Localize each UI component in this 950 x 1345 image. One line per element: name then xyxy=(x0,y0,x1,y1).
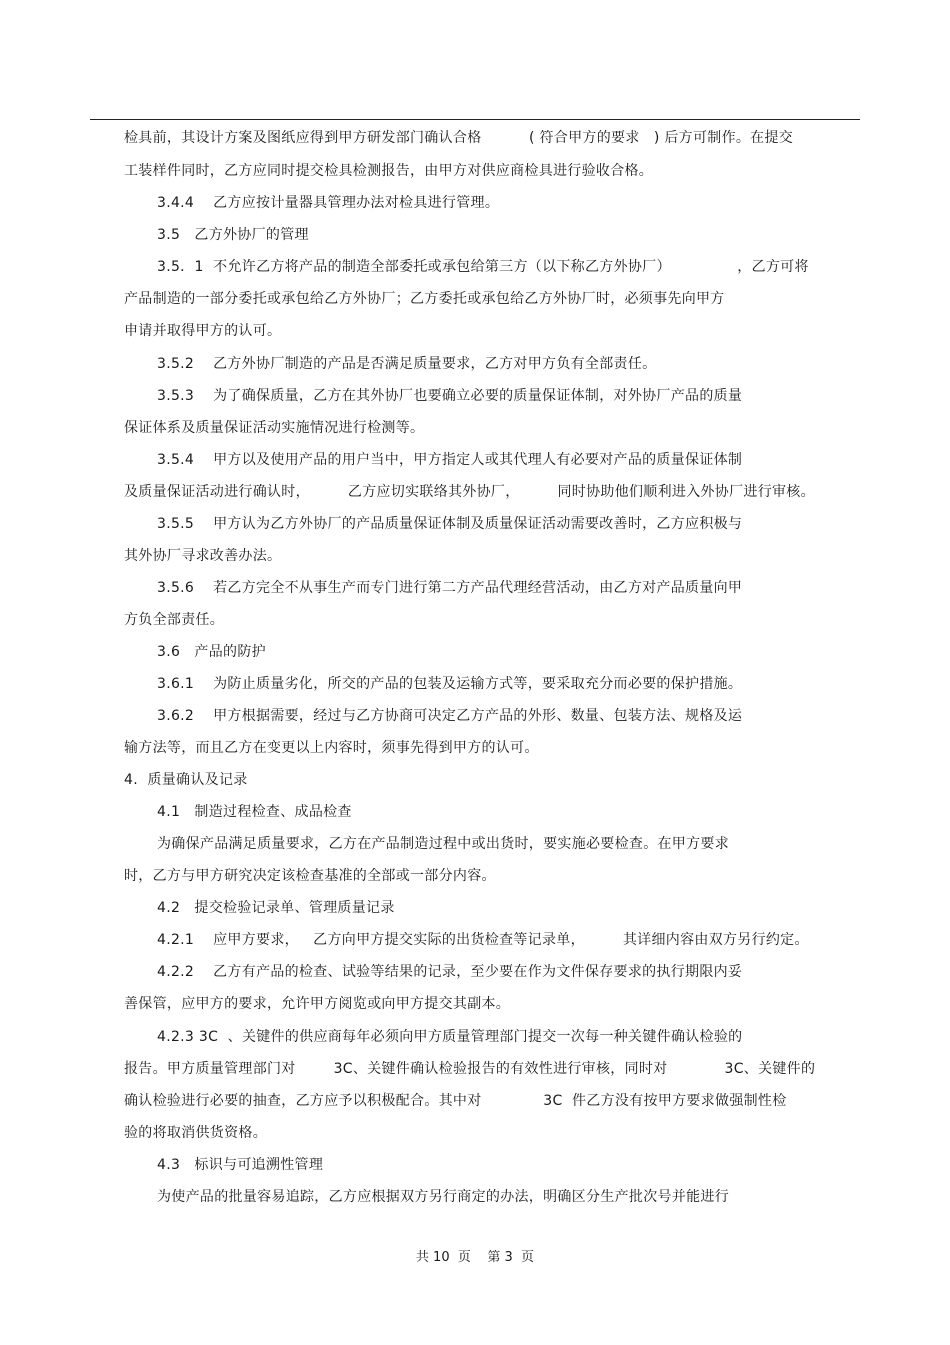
text-line: 时，乙方与甲方研究决定该检查基准的全部或一部分内容。 xyxy=(124,868,496,884)
text-line: 申请并取得甲方的认可。 xyxy=(124,323,282,339)
text-line: 输方法等，而且乙方在变更以上内容时，须事先得到甲方的认可。 xyxy=(124,740,539,756)
text-line: 4.2.1 应甲方要求， 乙方向甲方提交实际的出货检查等记录单， 其详细内容由双方另行约定。 xyxy=(157,932,809,948)
text-line: 3.6 产品的防护 xyxy=(157,644,266,660)
text-line: 3.5 乙方外协厂的管理 xyxy=(157,227,309,243)
text-line: 3.6.1 为防止质量劣化，所交的产品的包装及运输方式等，要采取充分而必要的保护措施。 xyxy=(157,676,743,692)
text-line: 保证体系及质量保证活动实施情况进行检测等。 xyxy=(124,420,425,436)
text-line: 3.4.4 乙方应按计量器具管理办法对检具进行管理。 xyxy=(157,195,500,211)
text-line: 4.2 提交检验记录单、管理质量记录 xyxy=(157,900,395,916)
text-line: 其外协厂寻求改善办法。 xyxy=(124,548,282,564)
text-line: 3.6.2 甲方根据需要，经过与乙方协商可决定乙方产品的外形、数量、包装方法、规格及运 xyxy=(157,708,743,724)
text-line: 确认检验进行必要的抽查，乙方应予以积极配合。其中对 3C 件乙方没有按甲方要求做强制性检 xyxy=(124,1093,787,1109)
text-line: 报告。甲方质量管理部门对 3C、关键件确认检验报告的有效性进行审核，同时对 3C、关键件的 xyxy=(124,1061,816,1077)
text-line: 及质量保证活动进行确认时， 乙方应切实联络其外协厂， 同时协助他们顺利进入外协厂进行审核。 xyxy=(124,484,815,500)
text-line: 验的将取消供货资格。 xyxy=(124,1125,267,1141)
text-line: 4.3 标识与可追溯性管理 xyxy=(157,1157,324,1173)
text-line: 4.1 制造过程检查、成品检查 xyxy=(157,804,352,820)
text-line: 4.2.3 3C 、关键件的供应商每年必须向甲方质量管理部门提交一次每一种关键件确认检验的 xyxy=(157,1029,743,1045)
text-line: 为使产品的批量容易追踪，乙方应根据双方另行商定的办法，明确区分生产批次号并能进行 xyxy=(157,1189,729,1205)
text-line: 产品制造的一部分委托或承包给乙方外协厂；乙方委托或承包给乙方外协厂时，必须事先向甲方 xyxy=(124,291,725,307)
text-line: 检具前，其设计方案及图纸应得到甲方研发部门确认合格 ( 符合甲方的要求 ) 后方可制作。在提交 xyxy=(124,130,794,146)
text-line: 善保管，应甲方的要求，允许甲方阅览或向甲方提交其副本。 xyxy=(124,996,511,1012)
section-heading: 4. 质量确认及记录 xyxy=(124,772,248,788)
text-line: 工装样件同时，乙方应同时提交检具检测报告，由甲方对供应商检具进行验收合格。 xyxy=(124,163,654,179)
text-line: 3.5.5 甲方认为乙方外协厂的产品质量保证体制及质量保证活动需要改善时，乙方应积极与 xyxy=(157,516,743,532)
header-rule xyxy=(90,119,860,120)
text-line: 方负全部责任。 xyxy=(124,612,225,628)
text-line: 3.5.2 乙方外协厂制造的产品是否满足质量要求，乙方对甲方负有全部责任。 xyxy=(157,356,657,372)
text-line: 3.5.6 若乙方完全不从事生产而专门进行第二方产品代理经营活动，由乙方对产品质量向甲 xyxy=(157,580,743,596)
text-line: 为确保产品满足质量要求，乙方在产品制造过程中或出货时，要实施必要检查。在甲方要求 xyxy=(157,836,729,852)
text-line: 4.2.2 乙方有产品的检查、试验等结果的记录，至少要在作为文件保存要求的执行期限内妥 xyxy=(157,964,743,980)
text-line: 3.5.4 甲方以及使用产品的用户当中，甲方指定人或其代理人有必要对产品的质量保证体制 xyxy=(157,452,743,468)
text-line: 3.5．1 不允许乙方将产品的制造全部委托或承包给第三方（以下称乙方外协厂） ，乙方可将 xyxy=(157,259,809,275)
text-line: 3.5.3 为了确保质量，乙方在其外协厂也要确立必要的质量保证体制，对外协厂产品的质量 xyxy=(157,388,743,404)
page-footer: 共 10 页 第 3 页 xyxy=(415,1250,535,1265)
